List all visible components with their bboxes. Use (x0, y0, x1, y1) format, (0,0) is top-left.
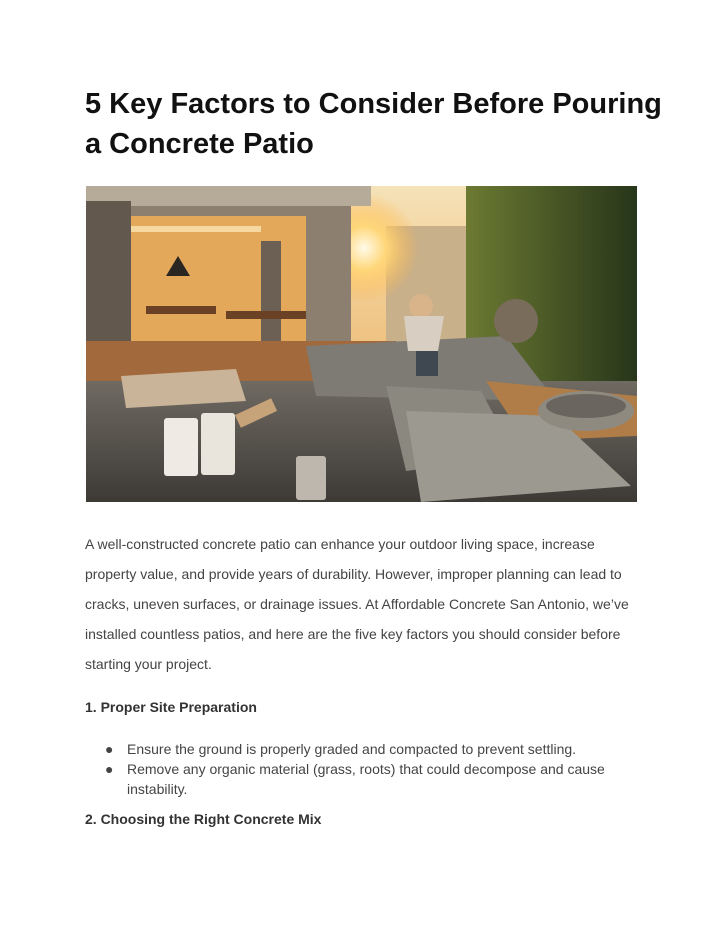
bullet-text: Ensure the ground is properly graded and compacted to prevent settling. (127, 741, 577, 757)
bullet-icon: ● (105, 741, 114, 757)
hero-image (86, 186, 637, 502)
list-item (85, 759, 645, 799)
section-heading-site-preparation: 1. Proper Site Preparation (85, 699, 257, 715)
bullet-text: Remove any organic material (grass, roots) that could decompose and cause instability. (127, 761, 605, 797)
section-heading-concrete-mix: 2. Choosing the Right Concrete Mix (85, 811, 322, 827)
site-preparation-bullet-list (85, 739, 645, 799)
intro-paragraph: A well-constructed concrete patio can enhance your outdoor living space, increase property value, and provide years of durability. However, improper planning can lead to cracks, uneven surfaces, or drainage issues. At Affordable Concrete San Antonio, we’ve installed countless patios, and here are the five key factors you should consider before starting your project. (85, 536, 629, 672)
page-title: 5 Key Factors to Consider Before Pouring a Concrete Patio (85, 88, 662, 160)
bullet-icon: ● (105, 761, 114, 777)
list-item (85, 739, 645, 759)
